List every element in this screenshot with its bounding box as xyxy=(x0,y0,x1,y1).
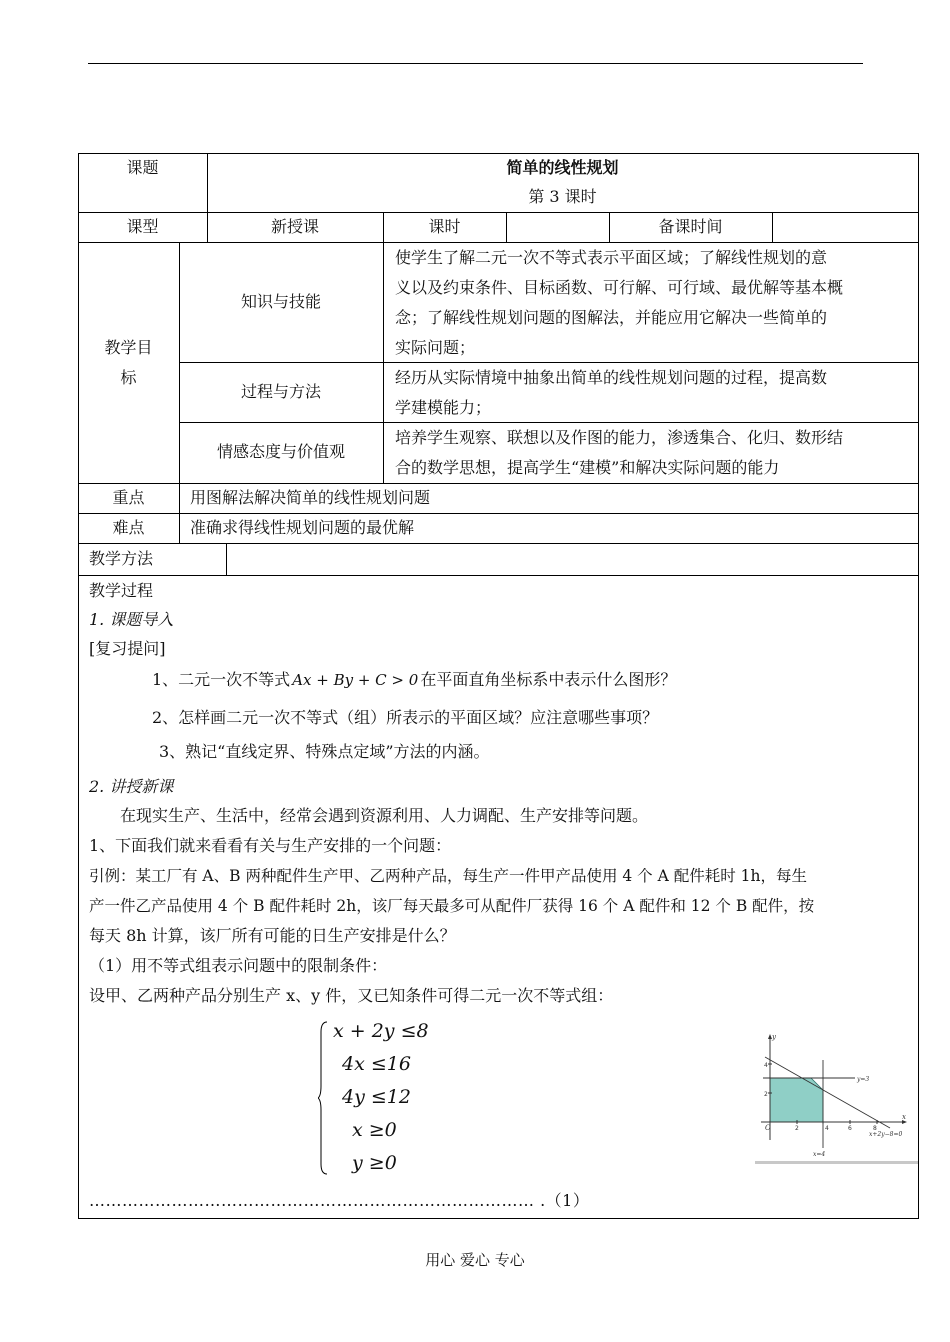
inequality-5: y ≥0 xyxy=(352,1152,397,1174)
line-label-constraint: x+2y−8=0 xyxy=(869,1131,903,1138)
x-tick-6: 6 xyxy=(848,1125,852,1132)
section-1-title: 1. 课题导入 xyxy=(89,610,174,629)
lesson-period: 第 3 课时 xyxy=(528,187,597,206)
x-tick-2: 2 xyxy=(795,1125,799,1132)
feasible-region-figure xyxy=(755,1030,918,1164)
question-1: 1、二元一次不等式 Ax + By + C > 0 在平面直角坐标系中表示什么图形？ xyxy=(152,670,677,689)
type-label: 课型 xyxy=(126,217,159,236)
x-tick-4: 4 xyxy=(825,1125,829,1132)
key-point-text: 用图解法解决简单的线性规划问题 xyxy=(190,488,431,507)
process-line-2: 学建模能力； xyxy=(395,398,492,417)
origin-label: O xyxy=(765,1124,771,1132)
inequality-2: 4x ≤16 xyxy=(342,1053,411,1075)
inequality-3: 4y ≤12 xyxy=(342,1086,411,1108)
example-line-3: 每天 8h 计算，该厂所有可能的日生产安排是什么？ xyxy=(89,926,456,945)
method-label: 教学方法 xyxy=(89,549,154,568)
process-method-label: 过程与方法 xyxy=(240,382,321,401)
lesson-title: 简单的线性规划 xyxy=(506,158,619,177)
inequality-1: x + 2y ≤8 xyxy=(333,1020,429,1042)
emotion-line-2: 合的数学思想，提高学生“建模”和解决实际问题的能力 xyxy=(395,458,780,477)
inequality-4: x ≥0 xyxy=(352,1119,397,1141)
section-2-title: 2. 讲授新课 xyxy=(89,777,174,796)
equation-number-line: ……………………………………………………………………… .（1） xyxy=(89,1191,590,1210)
knowledge-line-3: 念；了解线性规划问题的图解法，并能应用它解决一些简单的 xyxy=(395,308,828,327)
example-line-1: 引例：某工厂有 A、B 两种配件生产甲、乙两种产品，每生产一件甲产品使用 4 个 A 配件耗时 1h，每生 xyxy=(89,867,807,885)
line-label-y3: y=3 xyxy=(857,1076,870,1083)
paragraph-5: 设甲、乙两种产品分别生产 x、y 件，又已知条件可得二元一次不等式组： xyxy=(89,986,614,1005)
process-line-1: 经历从实际情境中抽象出简单的线性规划问题的过程，提高数 xyxy=(395,368,828,387)
topic-label: 课题 xyxy=(126,158,159,177)
paragraph-2: 1、下面我们就来看看有关与生产安排的一个问题： xyxy=(89,836,452,855)
page-footer: 用心 爱心 专心 xyxy=(425,1251,525,1269)
key-point-label: 重点 xyxy=(112,488,145,507)
difficulty-text: 准确求得线性规划问题的最优解 xyxy=(190,518,415,537)
type-value: 新授课 xyxy=(270,217,319,236)
knowledge-label: 知识与技能 xyxy=(240,292,321,311)
process-heading: 教学过程 xyxy=(89,581,154,600)
prep-time-label: 备课时间 xyxy=(658,217,723,236)
goals-label: 教学目 xyxy=(104,338,153,357)
question-3: 3、熟记“直线定界、特殊点定域”方法的内涵。 xyxy=(159,742,490,761)
axis-y-label: y xyxy=(772,1033,776,1041)
system-brace xyxy=(318,1020,328,1176)
paragraph-1: 在现实生产、生活中，经常会遇到资源利用、人力调配、生产安排等问题。 xyxy=(120,806,649,825)
review-heading: [复习提问] xyxy=(89,639,166,658)
y-tick-2: 2 xyxy=(764,1091,768,1098)
knowledge-line-2: 义以及约束条件、目标函数、可行解、可行域、最优解等基本概 xyxy=(395,278,844,297)
example-line-2: 产一件乙产品使用 4 个 B 配件耗时 2h，该厂每天最多可从配件厂获得 16 个 A 配件和 12 个 B 配件，按 xyxy=(89,897,815,915)
y-tick-4: 4 xyxy=(764,1062,768,1069)
question-2: 2、怎样画二元一次不等式（组）所表示的平面区域？应注意哪些事项？ xyxy=(152,708,659,727)
feasible-region xyxy=(770,1078,823,1122)
knowledge-line-1: 使学生了解二元一次不等式表示平面区域；了解线性规划的意 xyxy=(395,248,828,267)
paragraph-4: （1）用不等式组表示问题中的限制条件： xyxy=(89,956,388,975)
emotion-label: 情感态度与价值观 xyxy=(216,442,345,461)
axis-x-label: x xyxy=(902,1113,906,1121)
goals-label-2: 标 xyxy=(120,368,137,387)
header-rule xyxy=(88,63,863,64)
difficulty-label: 难点 xyxy=(112,518,145,537)
x-tick-8: 8 xyxy=(873,1125,877,1132)
hours-label: 课时 xyxy=(428,217,461,236)
knowledge-line-4: 实际问题； xyxy=(395,338,476,357)
emotion-line-1: 培养学生观察、联想以及作图的能力，渗透集合、化归、数形结 xyxy=(395,428,844,447)
line-label-x4: x=4 xyxy=(813,1151,826,1158)
